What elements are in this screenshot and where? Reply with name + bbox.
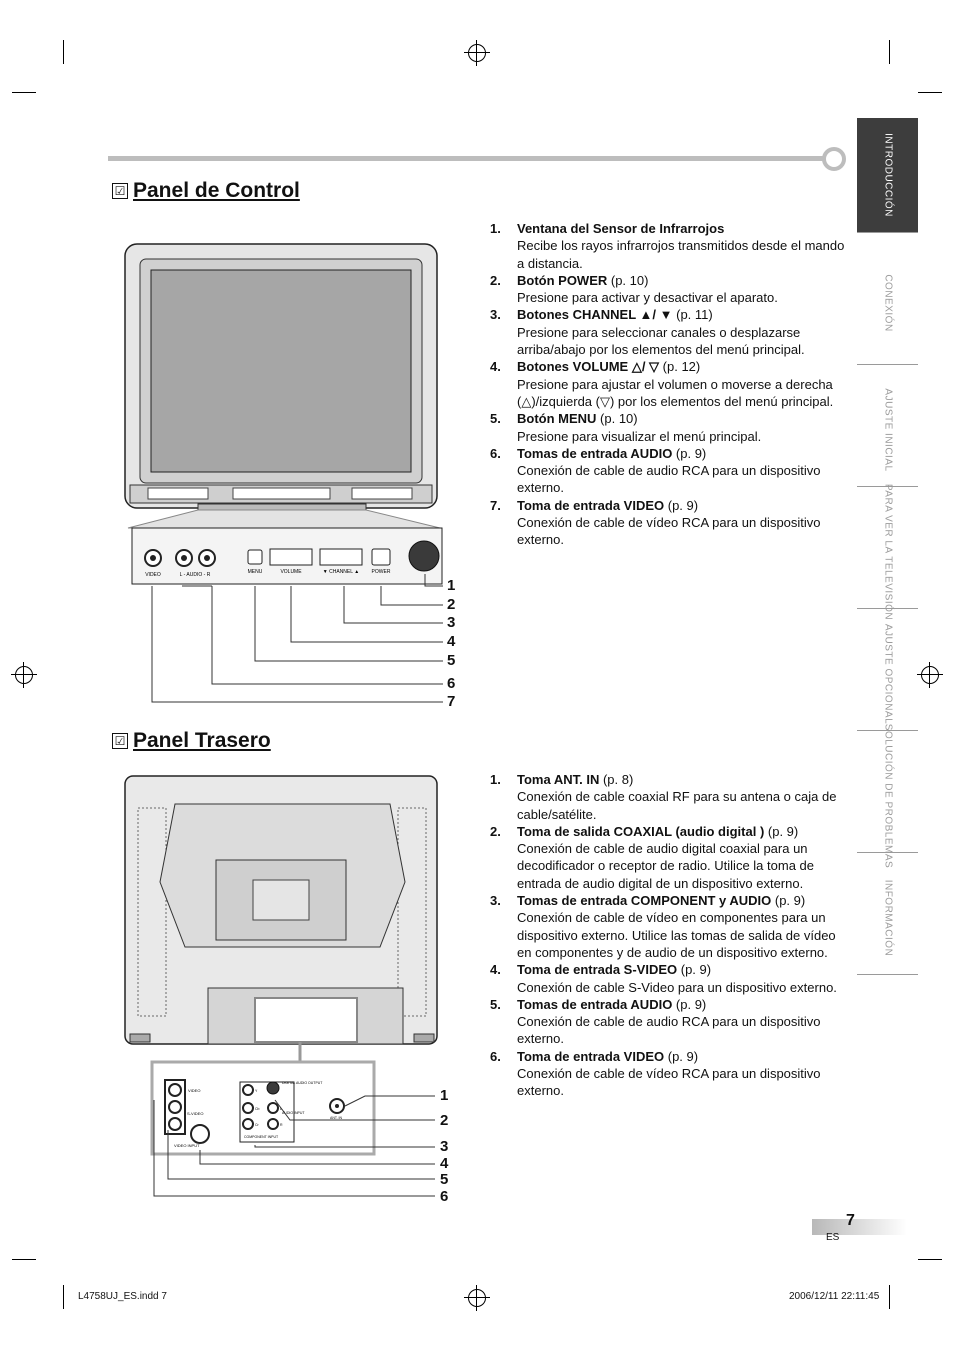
svg-text:L: L xyxy=(280,1107,282,1111)
callout-number: 2 xyxy=(447,596,456,613)
svg-text:Cb: Cb xyxy=(255,1107,260,1111)
registration-mark xyxy=(15,666,33,684)
label-video: VIDEO xyxy=(145,572,161,578)
crop-mark xyxy=(918,1259,942,1260)
tv-screen xyxy=(151,270,411,472)
label-menu: MENU xyxy=(247,569,263,575)
callout-number: 4 xyxy=(447,633,456,650)
crop-mark xyxy=(63,1285,64,1309)
language-code: ES xyxy=(826,1232,840,1243)
list-item: 6. Tomas de entrada AUDIO (p. 9) Conexión de cable de audio RCA para un dispositivo externo. xyxy=(490,445,821,496)
speaker-grille-left xyxy=(148,488,208,499)
zoom-guide xyxy=(128,510,440,528)
tab-solucion-de-problemas[interactable]: SOLUCIÓN DE PROBLEMAS xyxy=(857,739,918,853)
svg-text:Y: Y xyxy=(255,1089,258,1093)
svg-text:VIDEO: VIDEO xyxy=(188,1088,201,1093)
rear-label xyxy=(253,880,309,920)
crop-mark xyxy=(918,92,942,93)
svg-text:AUDIO INPUT: AUDIO INPUT xyxy=(282,1111,305,1115)
label-channel: ▼ CHANNEL ▲ xyxy=(322,569,360,575)
tab-para-ver-la-television[interactable]: PARA VER LA TELEVISIÓN xyxy=(857,495,918,609)
list-item: 2. Botón POWER (p. 10) Presione para activar y desactivar el aparato. xyxy=(490,272,778,306)
crop-mark xyxy=(63,40,64,64)
tab-introduccion[interactable]: INTRODUCCIÓN xyxy=(857,118,918,233)
tab-informacion[interactable]: INFORMACIÓN xyxy=(857,861,918,975)
section-heading-control: Panel de Control xyxy=(133,179,300,202)
list-item: 4. Botones VOLUME △/ ▽ (p. 12) Presione para ajustar el volumen o moverse a derecha (△)/izquierda (▽) por los elementos del menú principal. xyxy=(490,359,834,409)
page-number: 7 xyxy=(846,1212,855,1229)
list-item: 5. Tomas de entrada AUDIO (p. 9) Conexión de cable de audio RCA para un dispositivo externo. xyxy=(490,996,821,1047)
registration-mark xyxy=(468,44,486,62)
rear-terminal-highlight xyxy=(255,998,357,1042)
callout-number: 1 xyxy=(447,577,456,594)
tv-front-illustration xyxy=(120,240,450,590)
tab-ajuste-inicial[interactable]: AJUSTE INICIAL xyxy=(857,373,918,487)
list-item: 6. Toma de entrada VIDEO (p. 9) Conexión de cable de vídeo RCA para un dispositivo externo. xyxy=(490,1048,821,1099)
crop-mark xyxy=(889,1285,890,1309)
rear-foot-left xyxy=(130,1034,150,1042)
svg-text:VIDEO INPUT: VIDEO INPUT xyxy=(174,1143,200,1148)
rear-foot-right xyxy=(414,1034,434,1042)
callout-number: 5 xyxy=(447,652,456,669)
control-callout-lines xyxy=(140,560,450,710)
svg-text:DIGITAL AUDIO OUTPUT: DIGITAL AUDIO OUTPUT xyxy=(282,1081,323,1085)
callout-number: 7 xyxy=(447,693,456,710)
list-item: 7. Toma de entrada VIDEO (p. 9) Conexión de cable de vídeo RCA para un dispositivo externo. xyxy=(490,497,821,548)
rear-panel-list xyxy=(490,771,850,1100)
label-audio: L - AUDIO - R xyxy=(179,572,211,578)
list-item: 1. Toma ANT. IN (p. 8) Conexión de cable coaxial RF para su antena o caja de cable/satélite. xyxy=(490,772,837,822)
speaker-grille-right xyxy=(352,488,412,499)
svg-text:Cr: Cr xyxy=(255,1123,259,1127)
footer-timestamp: 2006/12/11 22:11:45 xyxy=(789,1291,880,1302)
tv-button-strip xyxy=(233,488,330,499)
footer-filename: L4758UJ_ES.indd 7 xyxy=(78,1291,167,1302)
callout-number: 3 xyxy=(440,1138,449,1155)
svg-text:COMPONENT INPUT: COMPONENT INPUT xyxy=(244,1135,279,1139)
list-item: 2. Toma de salida COAXIAL (audio digital ) (p. 9) Conexión de cable de audio digital coaxial para un decodificador o receptor de radio. Utilice la toma de entrada de audio digital de un dispositivo externo. xyxy=(490,823,814,891)
svg-text:S-VIDEO: S-VIDEO xyxy=(187,1111,204,1116)
callout-number: 2 xyxy=(440,1112,449,1129)
checkbox-icon: ☑ xyxy=(112,183,128,199)
callout-number: 5 xyxy=(440,1171,449,1188)
callout-number: 1 xyxy=(440,1087,449,1104)
tab-ajuste-opcional[interactable]: AJUSTE OPCIONAL xyxy=(857,617,918,731)
rear-callout-lines xyxy=(150,1090,440,1210)
registration-mark xyxy=(921,666,939,684)
checkbox-icon: ☑ xyxy=(112,733,128,749)
section-heading-rear: Panel Trasero xyxy=(133,729,271,752)
registration-mark xyxy=(468,1289,486,1307)
top-rule-ring xyxy=(822,147,846,171)
callout-number: 3 xyxy=(447,614,456,631)
crop-mark xyxy=(12,92,36,93)
list-item: 4. Toma de entrada S-VIDEO (p. 9) Conexión de cable S-Video para un dispositivo externo. xyxy=(490,962,837,995)
section-tabs xyxy=(857,118,918,975)
list-item: 3. Tomas de entrada COMPONENT y AUDIO (p. 9) Conexión de cable de vídeo en componentes para un dispositivo externo. Utilice las tomas de salida de vídeo en componentes y de audio de un dispositivo externo. xyxy=(490,893,836,960)
callout-number: 6 xyxy=(447,675,456,692)
svg-text:ANT. IN: ANT. IN xyxy=(330,1116,343,1120)
list-item: 5. Botón MENU (p. 10) Presione para visualizar el menú principal. xyxy=(490,411,762,444)
tv-stand xyxy=(198,504,366,510)
crop-mark xyxy=(12,1259,36,1260)
callout-number: 6 xyxy=(440,1188,449,1205)
top-rule xyxy=(108,156,826,161)
label-volume: VOLUME xyxy=(280,569,302,575)
label-power: POWER xyxy=(371,569,391,575)
list-item: 1. Ventana del Sensor de Infrarrojos Recibe los rayos infrarrojos transmitidos desde el mando a distancia. xyxy=(490,221,845,271)
control-panel-list xyxy=(490,220,850,549)
tab-conexion[interactable]: CONEXIÓN xyxy=(857,241,918,365)
callout-number: 4 xyxy=(440,1155,449,1172)
svg-text:R: R xyxy=(280,1123,283,1127)
list-item: 3. Botones CHANNEL ▲/ ▼ (p. 11) Presione para seleccionar canales o desplazarse arriba/abajo por los elementos del menú principal. xyxy=(490,307,805,358)
crop-mark xyxy=(889,40,890,64)
